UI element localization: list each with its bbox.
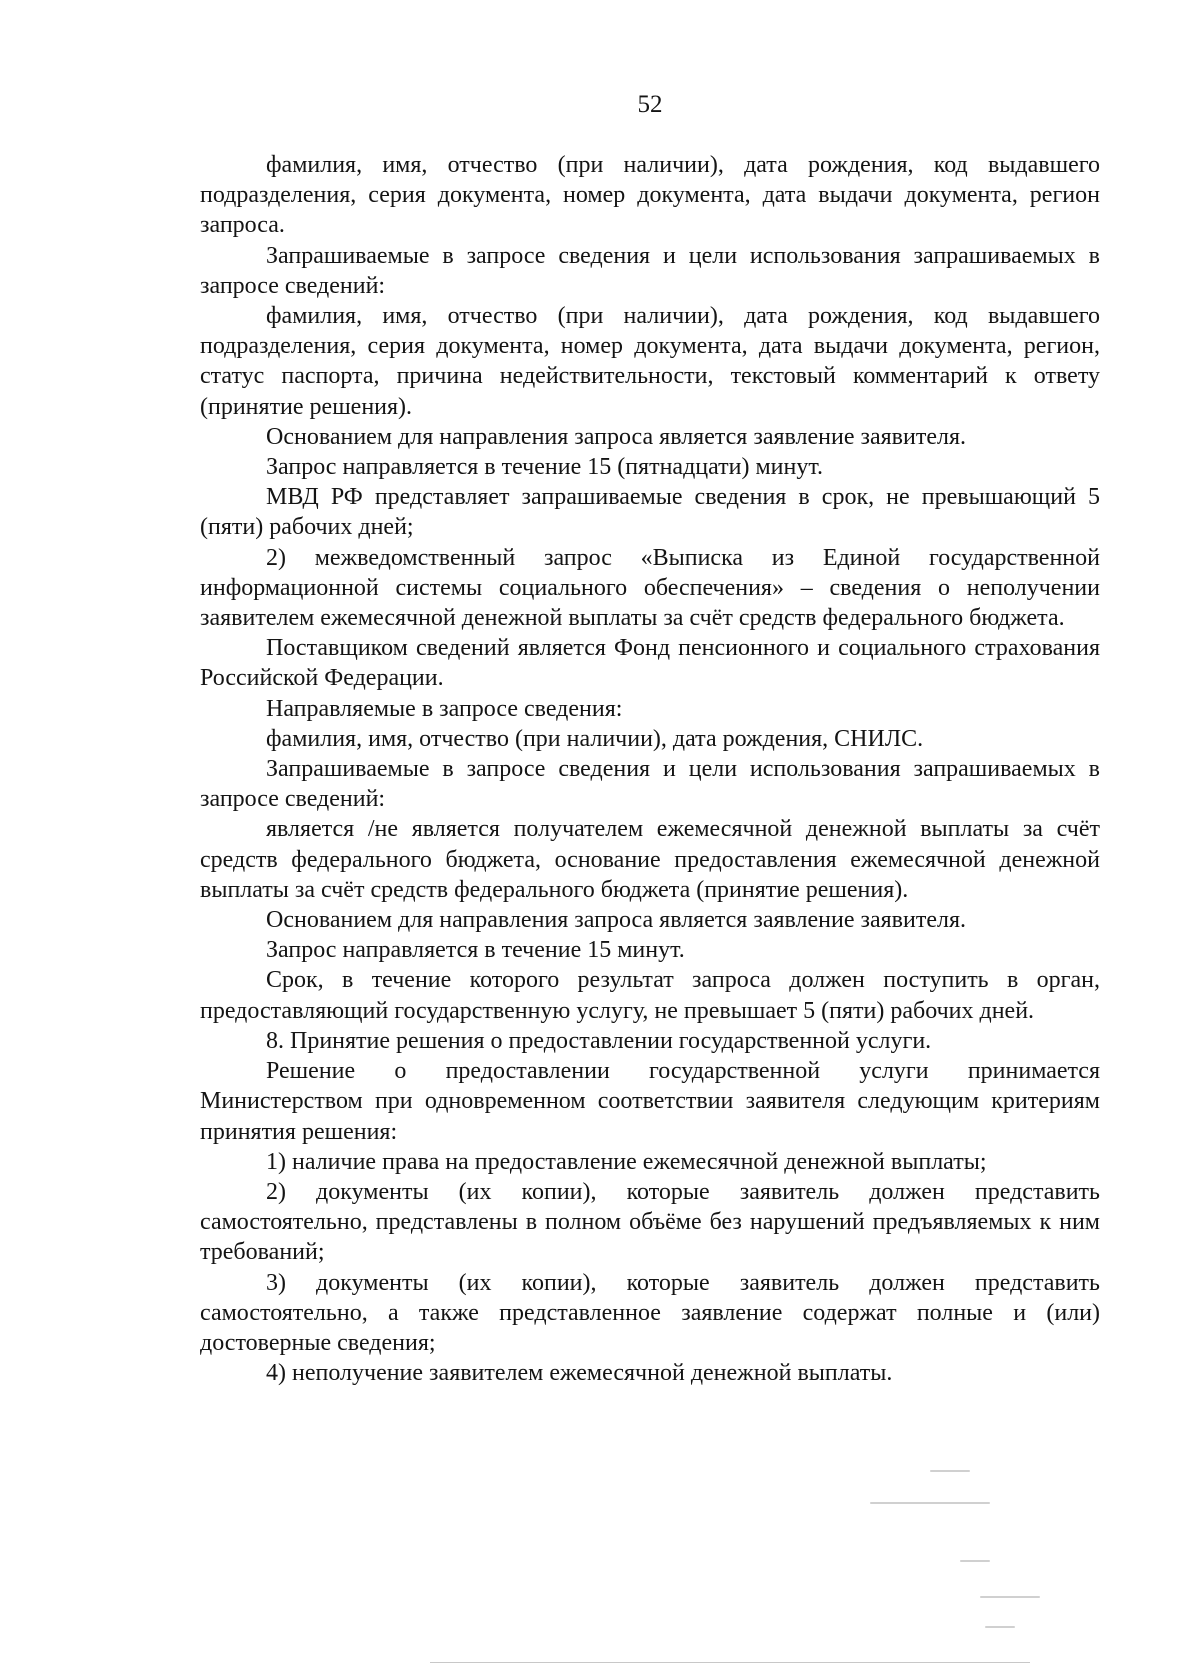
page-number: 52 (637, 91, 663, 118)
paragraph: 4) неполучение заявителем ежемесячной денежной выплаты. (266, 1360, 893, 1387)
paragraph: Запрашиваемые в запросе сведения и цели использования запрашиваемых в запросе сведений: (200, 242, 1100, 299)
paragraph: является /не является получателем ежемесячной денежной выплаты за счёт средств федерального бюджета, основание предоставления ежемесячной денежной выплаты за счёт средств федерального бюджета (принятие решения). (200, 816, 1100, 903)
scan-edge-line (430, 1662, 1030, 1663)
paragraph: Поставщиком сведений является Фонд пенсионного и социального страхования Российской Федерации. (200, 635, 1100, 692)
paragraph: 2) межведомственный запрос «Выписка из Единой государственной информационной системы социального обеспечения» – сведения о неполучении заявителем ежемесячной денежной выплаты за счёт средств федерального бюджета. (200, 544, 1100, 632)
scan-artifact (870, 1502, 990, 1504)
scan-artifact (930, 1470, 970, 1472)
paragraph: фамилия, имя, отчество (при наличии), дата рождения, код выдавшего подразделения, серия документа, номер документа, дата выдачи документа, регион, статус паспорта, причина недействительности, текстовый комментарий к ответу (принятие решения). (200, 303, 1100, 420)
paragraph: Основанием для направления запроса является заявление заявителя. (266, 907, 967, 934)
paragraph: 1) наличие права на предоставление ежемесячной денежной выплаты; (266, 1148, 987, 1175)
paragraph: Запрос направляется в течение 15 минут. (266, 937, 685, 964)
paragraph: МВД РФ представляет запрашиваемые сведения в срок, не превышающий 5 (пяти) рабочих дней; (200, 484, 1100, 541)
paragraph: Основанием для направления запроса является заявление заявителя. (266, 423, 967, 450)
paragraph: фамилия, имя, отчество (при наличии), дата рождения, СНИЛС. (266, 725, 924, 752)
paragraph: Запрос направляется в течение 15 (пятнадцати) минут. (266, 454, 824, 481)
paragraph: Срок, в течение которого результат запроса должен поступить в орган, предоставляющий государственную услугу, не превышает 5 (пяти) рабочих дней. (200, 967, 1100, 1024)
paragraph: фамилия, имя, отчество (при наличии), дата рождения, код выдавшего подразделения, серия документа, номер документа, дата выдачи документа, регион запроса. (200, 152, 1100, 239)
scan-artifact (985, 1626, 1015, 1628)
paragraph: Запрашиваемые в запросе сведения и цели использования запрашиваемых в запросе сведений: (200, 756, 1100, 813)
paragraph: 3) документы (их копии), которые заявитель должен представить самостоятельно, а также представленное заявление содержат полные и (или) достоверные сведения; (200, 1269, 1100, 1356)
scan-artifact (960, 1560, 990, 1562)
paragraph: 2) документы (их копии), которые заявитель должен представить самостоятельно, представлены в полном объёме без нарушений предъявляемых к ним требований; (200, 1178, 1100, 1266)
document-body (200, 150, 1100, 1388)
paragraph: Направляемые в запросе сведения: (266, 695, 623, 722)
scan-artifact (980, 1596, 1040, 1598)
paragraph: Решение о предоставлении государственной услуги принимается Министерством при одновременном соответствии заявителя следующим критериям принятия решения: (200, 1058, 1100, 1145)
paragraph: 8. Принятие решения о предоставлении государственной услуги. (266, 1027, 932, 1054)
